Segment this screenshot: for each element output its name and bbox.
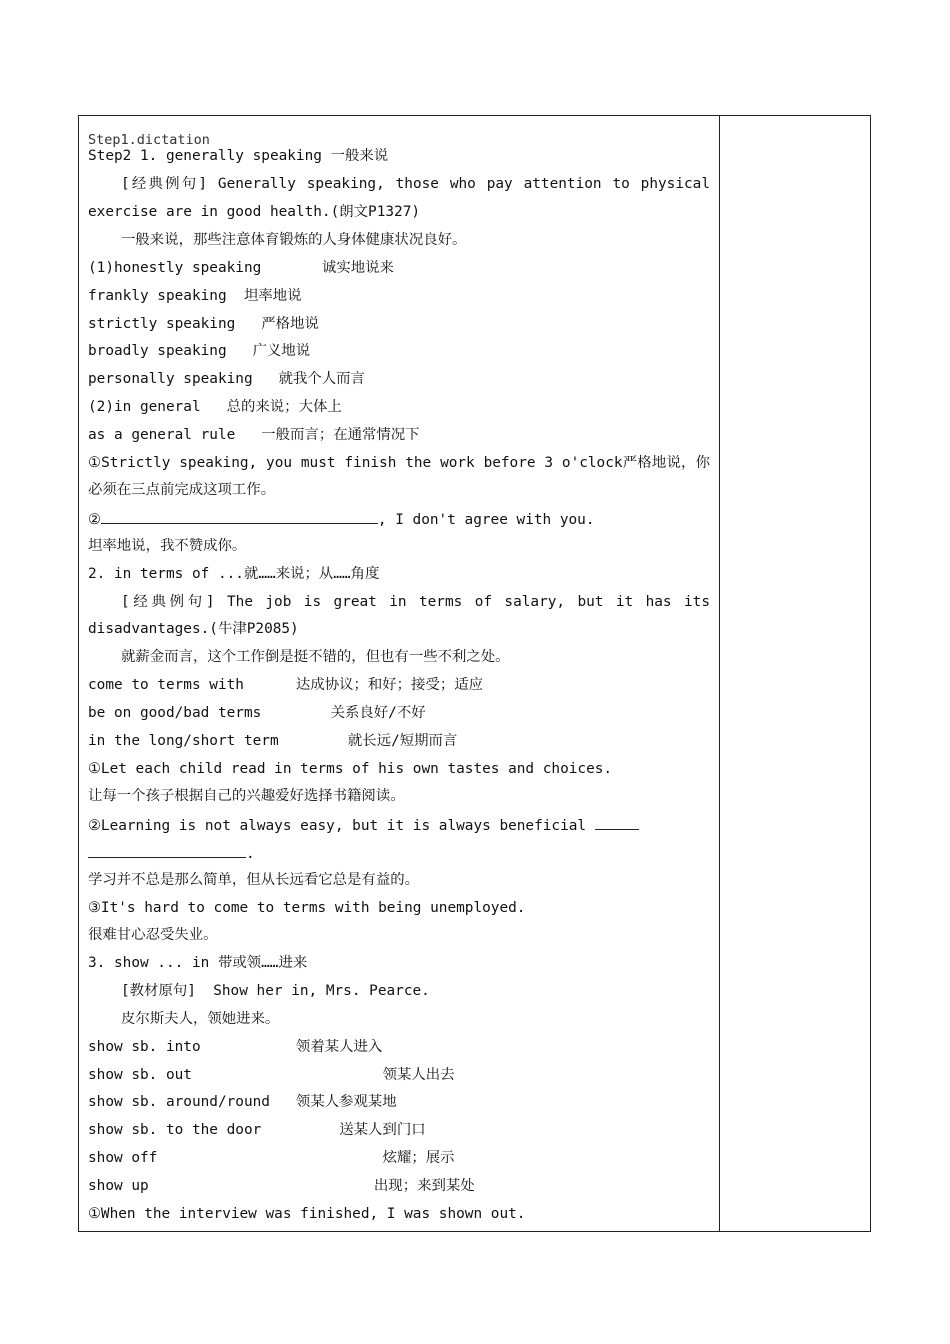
- answer-blank: [101, 508, 378, 524]
- phrase-item: be on good/bad terms 关系良好/不好: [88, 705, 426, 721]
- exercise-translation: 坦率地说，我不赞成你。: [88, 538, 247, 554]
- textbook-translation: 皮尔斯夫人，领她进来。: [121, 1011, 280, 1027]
- column-divider: [719, 115, 720, 1232]
- phrase-item: broadly speaking 广义地说: [88, 343, 311, 359]
- phrase-item: come to terms with 达成协议；和好；接受；适应: [88, 677, 484, 693]
- example-sentence: [经典例句] Generally speaking, those who pay attention to physical: [121, 176, 710, 192]
- example-translation: 一般来说，那些注意体育锻炼的人身体健康状况良好。: [121, 232, 467, 248]
- exercise-sentence: ①Let each child read in terms of his own tastes and choices.: [88, 761, 613, 777]
- exercise-sentence: ①Strictly speaking, you must finish the work before 3 o'clock严格地说，你: [88, 455, 710, 471]
- phrase-item: (1)honestly speaking 诚实地说来: [88, 260, 394, 276]
- phrase-item: show sb. around/round 领某人参观某地: [88, 1094, 397, 1110]
- example-sentence-cont: exercise are in good health.(朗文P1327): [88, 204, 421, 220]
- phrase-item: frankly speaking 坦率地说: [88, 288, 302, 304]
- exercise-text: , I don't agree with you.: [377, 512, 595, 528]
- fill-blank-exercise-cont: [88, 842, 255, 864]
- phrase-item: strictly speaking 严格地说: [88, 316, 319, 332]
- phrase-item: show sb. into 领着某人进入: [88, 1039, 383, 1055]
- section-heading: 3. show ... in 带或领……进来: [88, 955, 308, 971]
- exercise-translation: 学习并不总是那么简单，但从长远看它总是有益的。: [88, 872, 419, 888]
- exercise-number: ②: [88, 512, 101, 528]
- phrase-item: as a general rule 一般而言；在通常情况下: [88, 427, 420, 443]
- answer-blank: [88, 842, 246, 858]
- phrase-item: show sb. to the door 送某人到门口: [88, 1122, 426, 1138]
- step2-heading: Step2 1. generally speaking 一般来说: [88, 148, 389, 164]
- phrase-item: show up 出现；来到某处: [88, 1178, 475, 1194]
- textbook-sentence: [教材原句] Show her in, Mrs. Pearce.: [121, 983, 430, 999]
- exercise-sentence: ③It's hard to come to terms with being unemployed.: [88, 900, 526, 916]
- phrase-item: personally speaking 就我个人而言: [88, 371, 365, 387]
- example-translation: 就薪金而言，这个工作倒是挺不错的，但也有一些不利之处。: [121, 649, 510, 665]
- exercise-translation: 很难甘心忍受失业。: [88, 927, 218, 943]
- exercise-text: ②Learning is not always easy, but it is always beneficial: [88, 818, 595, 834]
- phrase-item: (2)in general 总的来说；大体上: [88, 399, 342, 415]
- phrase-item: show off 炫耀；展示: [88, 1150, 455, 1166]
- exercise-sentence-cont: 必须在三点前完成这项工作。: [88, 482, 276, 498]
- fill-blank-exercise: [88, 508, 595, 530]
- exercise-translation: 让每一个孩子根据自己的兴趣爱好选择书籍阅读。: [88, 788, 405, 804]
- exercise-sentence: ①When the interview was finished, I was shown out.: [88, 1206, 526, 1222]
- fill-blank-exercise: [88, 814, 639, 836]
- phrase-item: show sb. out 领某人出去: [88, 1067, 455, 1083]
- exercise-text: .: [246, 846, 255, 862]
- example-sentence: [经典例句] The job is great in terms of salary, but it has its: [121, 594, 710, 610]
- example-sentence-cont: disadvantages.(牛津P2085): [88, 621, 299, 637]
- answer-blank: [595, 814, 639, 830]
- phrase-item: in the long/short term 就长远/短期而言: [88, 733, 458, 749]
- section-heading: 2. in terms of ...就……来说；从……角度: [88, 566, 380, 582]
- step1-heading: Step1.dictation: [88, 132, 210, 148]
